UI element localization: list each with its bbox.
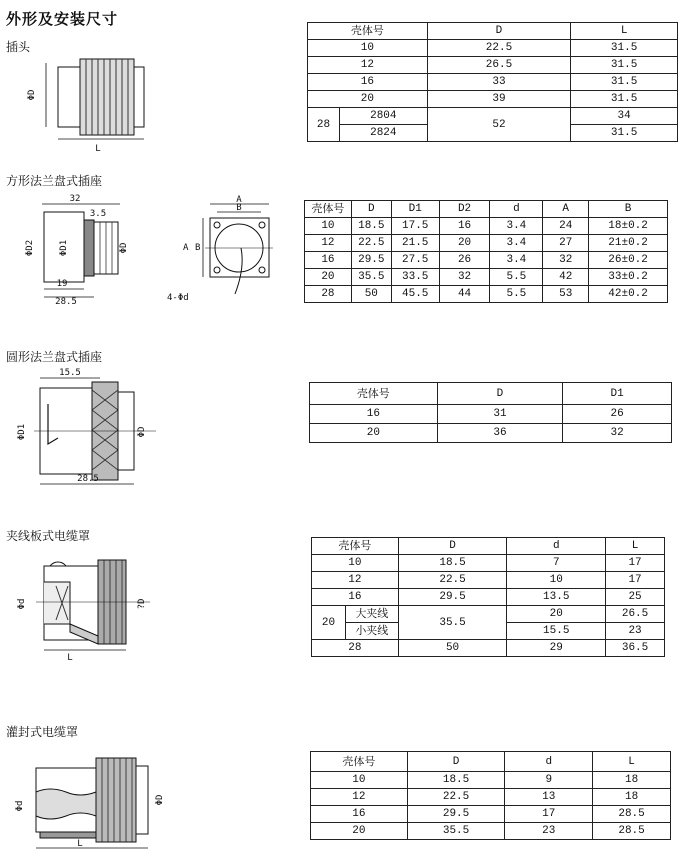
header-cell: D [437, 383, 563, 405]
table-cell: 29.5 [407, 806, 505, 823]
table-cell: 5.5 [490, 269, 543, 286]
table-cell: 36.5 [606, 640, 665, 657]
table-cell: 32 [563, 424, 672, 443]
table-cell: 50 [398, 640, 507, 657]
dim-19: 19 [56, 279, 68, 289]
header-cell: L [571, 23, 678, 40]
table-cell: 16 [308, 74, 428, 91]
header-cell: L [593, 752, 671, 772]
header-cell: 壳体号 [305, 201, 352, 218]
table-cell: 3.4 [490, 235, 543, 252]
table-cell: 25 [606, 589, 665, 606]
table-row [312, 572, 665, 589]
table-cell: 33.5 [391, 269, 439, 286]
table-row [311, 789, 671, 806]
table-row [308, 57, 678, 74]
square-flange-front-drawing [165, 195, 285, 308]
table-cell: 53 [543, 286, 589, 303]
table-cell: 7 [507, 555, 606, 572]
round-flange-spec-table [309, 382, 672, 443]
table-cell: 20 [507, 606, 606, 623]
table-cell: 32 [439, 269, 490, 286]
dim-phi-d: ΦD [27, 89, 37, 101]
table-row [312, 555, 665, 572]
table-cell: 26.5 [606, 606, 665, 623]
table-cell: 12 [305, 235, 352, 252]
table-cell: 26.5 [427, 57, 571, 74]
dim-phi-d1: ΦD1 [59, 239, 69, 257]
table-cell: 44 [439, 286, 490, 303]
table-row [305, 235, 668, 252]
table-cell: 31.5 [571, 57, 678, 74]
dim-phi-d: Φd [17, 598, 27, 610]
dim-phi-d2: ΦD2 [25, 239, 35, 257]
header-cell: D1 [563, 383, 672, 405]
table-cell: 18 [593, 789, 671, 806]
header-cell: d [490, 201, 543, 218]
table-cell: 29.5 [398, 589, 507, 606]
section-title-square-flange: 方形法兰盘式插座 [6, 174, 103, 188]
table-header-row [310, 383, 672, 405]
table-cell: 22.5 [398, 572, 507, 589]
table-cell: 24 [543, 218, 589, 235]
table-row [305, 269, 668, 286]
header-cell: d [507, 538, 606, 555]
table-cell: 45.5 [391, 286, 439, 303]
table-cell: 36 [437, 424, 563, 443]
table-cell: 26 [439, 252, 490, 269]
square-flange-side-drawing [20, 192, 150, 307]
header-cell: 壳体号 [312, 538, 399, 555]
table-cell: 50 [351, 286, 391, 303]
dim-phi-d: ΦD [137, 426, 147, 438]
header-cell: 壳体号 [311, 752, 408, 772]
table-cell: 20 [312, 606, 346, 640]
table-cell: 33±0.2 [589, 269, 668, 286]
section-title-clamp-cover: 夹线板式电缆罩 [6, 529, 91, 543]
table-cell: 小夹线 [345, 623, 398, 640]
potted-cover-drawing [10, 752, 170, 856]
dim-phi-d: Φd [15, 800, 25, 812]
table-cell: 13 [505, 789, 593, 806]
dim-28-5: 28.5 [77, 474, 99, 484]
dim-28-5: 28.5 [55, 297, 77, 307]
table-cell: 20 [308, 91, 428, 108]
dim-hole: 4-Φd [167, 293, 189, 303]
table-cell: 31.5 [571, 125, 678, 142]
plug-spec-table [307, 22, 678, 142]
table-cell: 26±0.2 [589, 252, 668, 269]
header-cell: D [398, 538, 507, 555]
dim-3-5: 3.5 [89, 209, 107, 219]
table-cell: 12 [311, 789, 408, 806]
table-cell: 2824 [339, 125, 427, 142]
table-cell: 18±0.2 [589, 218, 668, 235]
table-row [310, 405, 672, 424]
table-cell: 31.5 [571, 91, 678, 108]
table-row [308, 40, 678, 57]
table-row [311, 823, 671, 840]
clamp-cover-drawing [10, 552, 160, 662]
table-cell: 31.5 [571, 74, 678, 91]
table-cell: 大夹线 [345, 606, 398, 623]
table-cell: 33 [427, 74, 571, 91]
table-cell: 23 [606, 623, 665, 640]
table-cell: 15.5 [507, 623, 606, 640]
table-cell: 31.5 [571, 40, 678, 57]
header-cell: D1 [391, 201, 439, 218]
potted-cover-spec-table [310, 751, 671, 840]
table-cell: 10 [311, 772, 408, 789]
table-cell: 32 [543, 252, 589, 269]
table-cell: 21.5 [391, 235, 439, 252]
table-cell: 16 [312, 589, 399, 606]
table-cell: 16 [439, 218, 490, 235]
table-cell: 28.5 [593, 806, 671, 823]
table-row [305, 218, 668, 235]
table-cell: 10 [507, 572, 606, 589]
table-cell: 42 [543, 269, 589, 286]
table-cell: 17 [606, 572, 665, 589]
page-title: 外形及安装尺寸 [6, 10, 119, 28]
table-cell: 28.5 [593, 823, 671, 840]
table-cell: 28 [312, 640, 399, 657]
dim-a-top: A [236, 195, 242, 205]
table-cell: 42±0.2 [589, 286, 668, 303]
dim-l: L [77, 839, 83, 849]
table-cell: 26 [563, 405, 672, 424]
table-cell: 28 [305, 286, 352, 303]
table-cell: 2804 [339, 108, 427, 125]
clamp-cover-spec-table [311, 537, 665, 657]
table-cell: 20 [311, 823, 408, 840]
dim-15-5: 15.5 [59, 368, 81, 378]
header-cell: 壳体号 [308, 23, 428, 40]
table-cell: 27.5 [391, 252, 439, 269]
table-cell: 35.5 [398, 606, 507, 640]
table-cell: 16 [311, 806, 408, 823]
dim-a-side: A [183, 243, 189, 253]
round-flange-drawing [10, 366, 160, 490]
section-title-round-flange: 圆形法兰盘式插座 [6, 350, 103, 364]
header-cell: d [505, 752, 593, 772]
table-header-row [311, 752, 671, 772]
table-row [312, 640, 665, 657]
dim-phi-d: ΦD [119, 242, 129, 254]
table-cell: 20 [305, 269, 352, 286]
dim-b-side: B [195, 243, 201, 253]
table-cell: 22.5 [427, 40, 571, 57]
table-cell: 17 [505, 806, 593, 823]
dim-l: L [67, 653, 73, 663]
table-cell: 21±0.2 [589, 235, 668, 252]
table-row [311, 772, 671, 789]
table-cell: 29 [507, 640, 606, 657]
table-cell: 23 [505, 823, 593, 840]
table-cell: 13.5 [507, 589, 606, 606]
table-row [311, 806, 671, 823]
dim-32: 32 [69, 194, 81, 204]
table-cell: 16 [310, 405, 438, 424]
header-cell: A [543, 201, 589, 218]
table-header-row [305, 201, 668, 218]
table-row [308, 74, 678, 91]
section-title-potted-cover: 灌封式电缆罩 [6, 725, 79, 739]
table-header-row [308, 23, 678, 40]
table-row [310, 424, 672, 443]
table-cell: 12 [308, 57, 428, 74]
table-cell: 18.5 [407, 772, 505, 789]
table-cell: 27 [543, 235, 589, 252]
table-header-row [312, 538, 665, 555]
header-cell: D [407, 752, 505, 772]
header-cell: B [589, 201, 668, 218]
section-title-plug: 插头 [6, 40, 31, 54]
table-cell: 10 [308, 40, 428, 57]
table-cell: 35.5 [351, 269, 391, 286]
dim-phi-d1: ΦD1 [17, 423, 27, 441]
table-cell: 29.5 [351, 252, 391, 269]
header-cell: D [427, 23, 571, 40]
table-cell: 5.5 [490, 286, 543, 303]
table-row [308, 91, 678, 108]
table-cell: 17 [606, 555, 665, 572]
table-row [305, 252, 668, 269]
table-cell: 20 [310, 424, 438, 443]
dim-phi-big-d: ΦD [155, 794, 165, 806]
square-flange-spec-table [304, 200, 668, 303]
table-cell: 20 [439, 235, 490, 252]
table-cell: 22.5 [351, 235, 391, 252]
dim-l: L [95, 144, 101, 154]
table-cell: 16 [305, 252, 352, 269]
table-row [312, 606, 665, 623]
table-row [312, 589, 665, 606]
table-cell: 9 [505, 772, 593, 789]
table-row [308, 108, 678, 125]
table-cell: 18.5 [398, 555, 507, 572]
table-row [305, 286, 668, 303]
plug-drawing [20, 55, 170, 155]
dim-b-top: B [236, 203, 242, 213]
header-cell: 壳体号 [310, 383, 438, 405]
header-cell: D [351, 201, 391, 218]
table-cell: 39 [427, 91, 571, 108]
header-cell: D2 [439, 201, 490, 218]
table-cell: 10 [305, 218, 352, 235]
table-cell: 28 [308, 108, 340, 142]
table-cell: 22.5 [407, 789, 505, 806]
table-cell: 34 [571, 108, 678, 125]
table-cell: 52 [427, 108, 571, 142]
table-cell: 12 [312, 572, 399, 589]
table-cell: 10 [312, 555, 399, 572]
table-cell: 31 [437, 405, 563, 424]
dim-phi-big-d: ?D [137, 598, 147, 610]
table-cell: 17.5 [391, 218, 439, 235]
table-cell: 35.5 [407, 823, 505, 840]
table-cell: 3.4 [490, 218, 543, 235]
table-cell: 18 [593, 772, 671, 789]
header-cell: L [606, 538, 665, 555]
table-cell: 18.5 [351, 218, 391, 235]
table-cell: 3.4 [490, 252, 543, 269]
